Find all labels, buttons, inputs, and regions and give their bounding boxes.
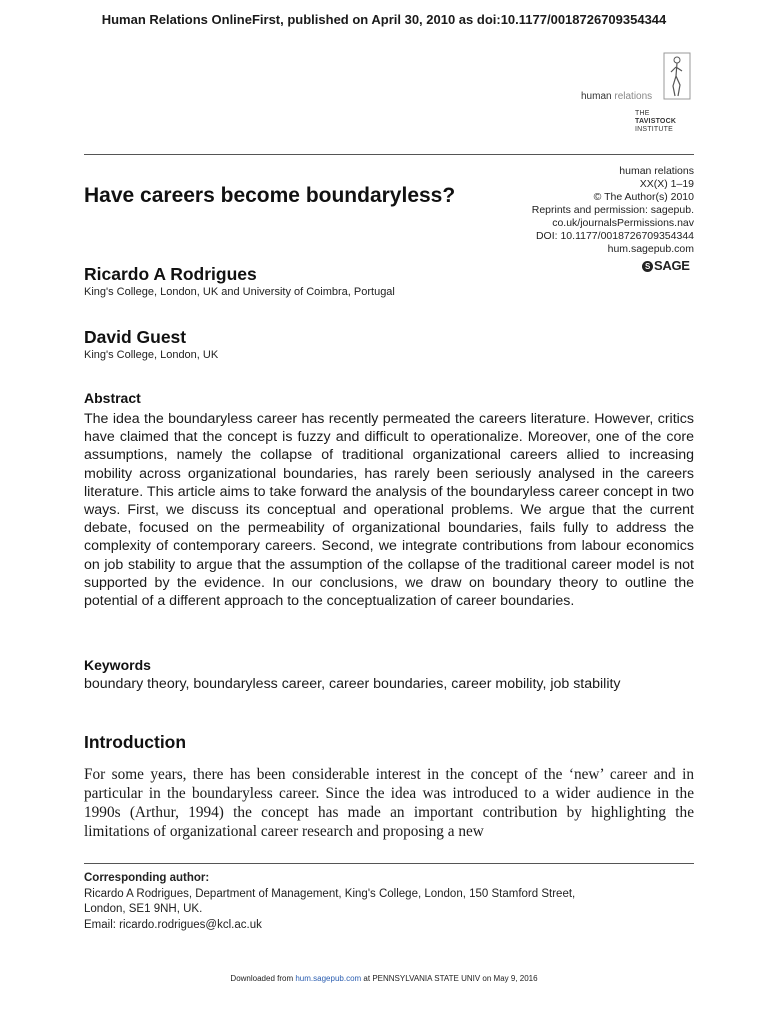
introduction-text: For some years, there has been considerable interest in the concept of the ‘new’ career and in particular in the boundaryless career. Since the idea was introduced to a wider audience in the 1990s (Arthur, 1994) the concept has made an important contribution by highlighting the limitations of organizational career research and proposing a new <box>84 766 694 840</box>
author-affiliation: King's College, London, UK and University of Coimbra, Portugal <box>84 286 395 298</box>
author-name: Ricardo A Rodrigues <box>84 264 257 284</box>
journal-logo-text: human relations <box>581 91 653 102</box>
download-footer: Downloaded from hum.sagepub.com at PENNSYLVANIA STATE UNIV on May 9, 2016 <box>230 974 538 983</box>
copyright: © The Author(s) 2010 <box>593 191 694 203</box>
keywords-heading: Keywords <box>84 657 151 673</box>
footer-link[interactable]: hum.sagepub.com <box>295 974 362 983</box>
sage-icon: S <box>642 261 653 272</box>
author-affiliation: King's College, London, UK <box>84 349 219 361</box>
author-name: David Guest <box>84 327 187 347</box>
corresponding-address-line: London, SE1 9NH, UK. <box>84 903 203 915</box>
corresponding-author <box>84 871 694 933</box>
corresponding-label: Corresponding author: <box>84 872 210 884</box>
keywords-text: boundary theory, boundaryless career, career boundaries, career mobility, job stability <box>84 676 621 692</box>
figure-logo-icon <box>663 52 693 102</box>
reprints-line-2[interactable]: co.uk/journalsPermissions.nav <box>552 217 694 229</box>
reprints-line-1: Reprints and permission: sagepub. <box>531 204 694 216</box>
tavistock-logo-text: THE TAVISTOCK INSTITUTE <box>635 110 677 133</box>
journal-site[interactable]: hum.sagepub.com <box>607 243 694 255</box>
published-banner: Human Relations OnlineFirst, published on April 30, 2010 as doi:10.1177/0018726709354344 <box>101 12 667 27</box>
doi[interactable]: DOI: 10.1177/0018726709354344 <box>535 230 694 242</box>
introduction-heading: Introduction <box>84 732 187 752</box>
abstract-text: The idea the boundaryless career has recently permeated the careers literature. However, critics have claimed that the concept is fuzzy and difficult to operationalize. Moreover, one of the core assumptions, namely the collapse of traditional organizational careers allied to increasing mobility across organizational boundaries, has rarely been seriously analysed in the careers literature. This article aims to take forward the analysis of the boundaryless career concept in two ways. First, we discuss its conceptual and operational problems. We argue that the current debate, focused on the permeability of organizational boundaries, fails fully to address the complexity of contemporary careers. Second, we integrate contributions from labour economics on job stability to argue that the assumption of the collapse of the traditional career model is not supported by the evidence. In our conclusions, we draw on boundary theory to outline the potential of a different approach to the conceptualization of career boundaries. <box>84 411 694 610</box>
footnote-rule <box>84 863 694 864</box>
article-title: Have careers become boundaryless? <box>84 184 456 207</box>
article-metadata <box>532 165 694 256</box>
volume-info: XX(X) 1–19 <box>639 178 694 190</box>
journal-name: human relations <box>619 165 694 177</box>
abstract-heading: Abstract <box>84 390 141 406</box>
sage-logo: S SAGE <box>642 258 690 273</box>
journal-logo <box>578 52 696 136</box>
header-rule <box>84 154 694 155</box>
corresponding-email[interactable]: Email: ricardo.rodrigues@kcl.ac.uk <box>84 918 262 931</box>
corresponding-address-line: Ricardo A Rodrigues, Department of Management, King's College, London, 150 Stamford Street, <box>84 887 576 900</box>
